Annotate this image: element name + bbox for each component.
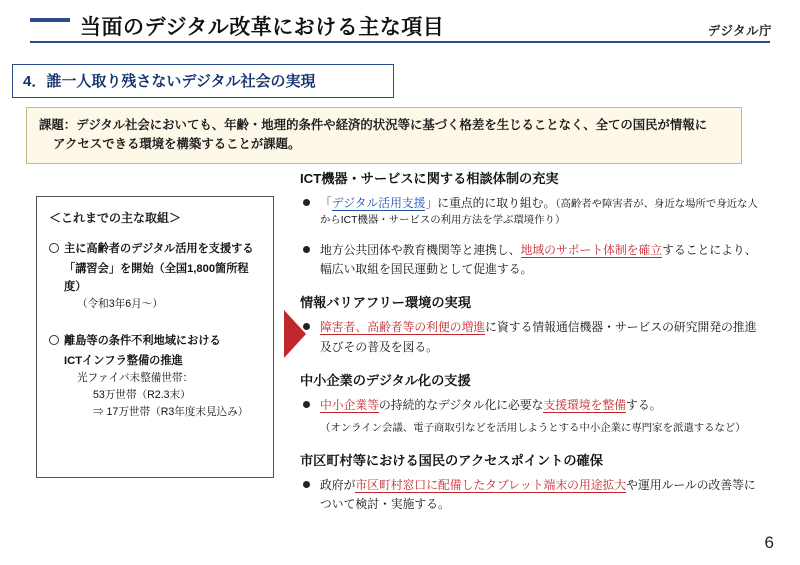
text-segment: する。 (626, 397, 662, 412)
text-segment: の持続的なデジタル化に必要な (379, 397, 544, 412)
measure-block-3-note: （オンライン会議、電子商取引などを活用しようとする中小企業に専門家を派遣するなど） (320, 422, 746, 434)
issue-line-1: 課題：デジタル社会においても、年齢・地理的条件や経済的状況等に基づく格差を生じることなく、全ての国民が情報に (39, 118, 708, 132)
text-segment: 「 (320, 196, 332, 210)
measure-block-1 (300, 168, 770, 279)
header-rule (30, 41, 770, 43)
agency-name: デジタル庁 (707, 24, 772, 38)
measure-block-2-heading: 情報バリアフリー環境の実現 (300, 295, 471, 311)
item-2-line-4: 53万世帯（R2.3末） (93, 389, 191, 402)
bullet-item (300, 396, 770, 415)
bullet-item (300, 318, 770, 356)
highlight-text: 中小企業等 (320, 397, 379, 412)
measure-block-2 (300, 292, 770, 356)
text-segment: 政府が (320, 477, 356, 492)
bullet-dot-icon (303, 481, 310, 488)
text-segment: や運用ルールの改善等に (626, 477, 756, 492)
text-segment: に資する情報通信機器・サービスの研究開発の推進 (485, 320, 757, 335)
measure-block-3 (300, 370, 770, 437)
bullet-item (300, 194, 770, 229)
highlight-text: 地域のサポート体制を確立 (520, 243, 663, 258)
item-1-line-2: 「講習会」を開始（全国1,800箇所程度） (64, 263, 249, 294)
item-1-line-3: （令和3年6月～） (77, 298, 163, 311)
bullet-text (320, 396, 770, 415)
bullet-text-line-2: 及びその普及を図る。 (320, 339, 438, 354)
bullet-text-line-2: 幅広い取組を国民運動として促進する。 (320, 262, 533, 277)
bullet-note-line-2: からICT機器・サービスの利用方法を学ぶ環境作り） (320, 215, 566, 227)
text-segment: することにより、 (662, 243, 757, 258)
past-initiatives-box (36, 196, 274, 478)
page-title: 当面のデジタル改革における主な項目 (80, 16, 445, 39)
bullet-text (320, 476, 770, 495)
bullet-text (320, 318, 770, 337)
item-2-line-2: ICTインフラ整備の推進 (64, 354, 183, 367)
header-accent-bar (30, 18, 70, 22)
page-number: 6 (764, 533, 774, 552)
bullet-text-line-2: ついて検討・実施する。 (320, 497, 450, 512)
circle-marker-icon (49, 335, 59, 345)
measure-block-4-heading: 市区町村等における国民のアクセスポイントの確保 (300, 452, 603, 468)
highlight-text: デジタル活用支援 (331, 196, 426, 210)
item-2-line-5: ⇒ 17万世帯（R3年度末見込み） (93, 406, 249, 419)
bullet-item (300, 241, 770, 279)
text-segment: 地方公共団体や教育機関等と連携し、 (320, 243, 521, 258)
item-2-line-1: 離島等の条件不利地域における (64, 334, 221, 347)
text-segment: 」に重点的に取り組む。 (425, 196, 556, 210)
section-heading: 4．誰一人取り残さないデジタル社会の実現 (12, 64, 394, 98)
slide-header (0, 0, 800, 52)
bullet-text (320, 194, 770, 213)
measure-block-1-heading: ICT機器・サービスに関する相談体制の充実 (300, 171, 559, 186)
highlight-text: 市区町村窓口に配備したタブレット端末の用途拡大 (355, 477, 627, 492)
bullet-dot-icon (303, 246, 310, 253)
list-item (49, 332, 263, 350)
measure-block-3-heading: 中小企業のデジタル化の支援 (300, 372, 471, 388)
measure-block-4 (300, 450, 770, 514)
bullet-dot-icon (303, 323, 310, 330)
highlight-text-2: 支援環境を整備 (543, 397, 627, 412)
item-1-line-1: 主に高齢者のデジタル活用を支援する (64, 243, 254, 255)
item-2-line-3: 光ファイバ未整備世帯： (77, 371, 194, 384)
measures-column (300, 168, 770, 527)
past-initiatives-title: ＜これまでの主な取組＞ (49, 211, 182, 225)
circle-marker-icon (49, 243, 59, 253)
bullet-note-inline: （高齢者や障害者が、身近な場所で身近な人 (555, 199, 758, 210)
bullet-text (320, 241, 770, 260)
issue-box (26, 107, 742, 164)
bullet-item (300, 476, 770, 514)
issue-line-2: アクセスできる環境を構築することが課題。 (53, 137, 301, 152)
bullet-dot-icon (303, 401, 310, 408)
list-item (49, 240, 263, 258)
bullet-dot-icon (303, 199, 310, 206)
highlight-text: 障害者、高齢者等の利便の増進 (320, 320, 486, 335)
